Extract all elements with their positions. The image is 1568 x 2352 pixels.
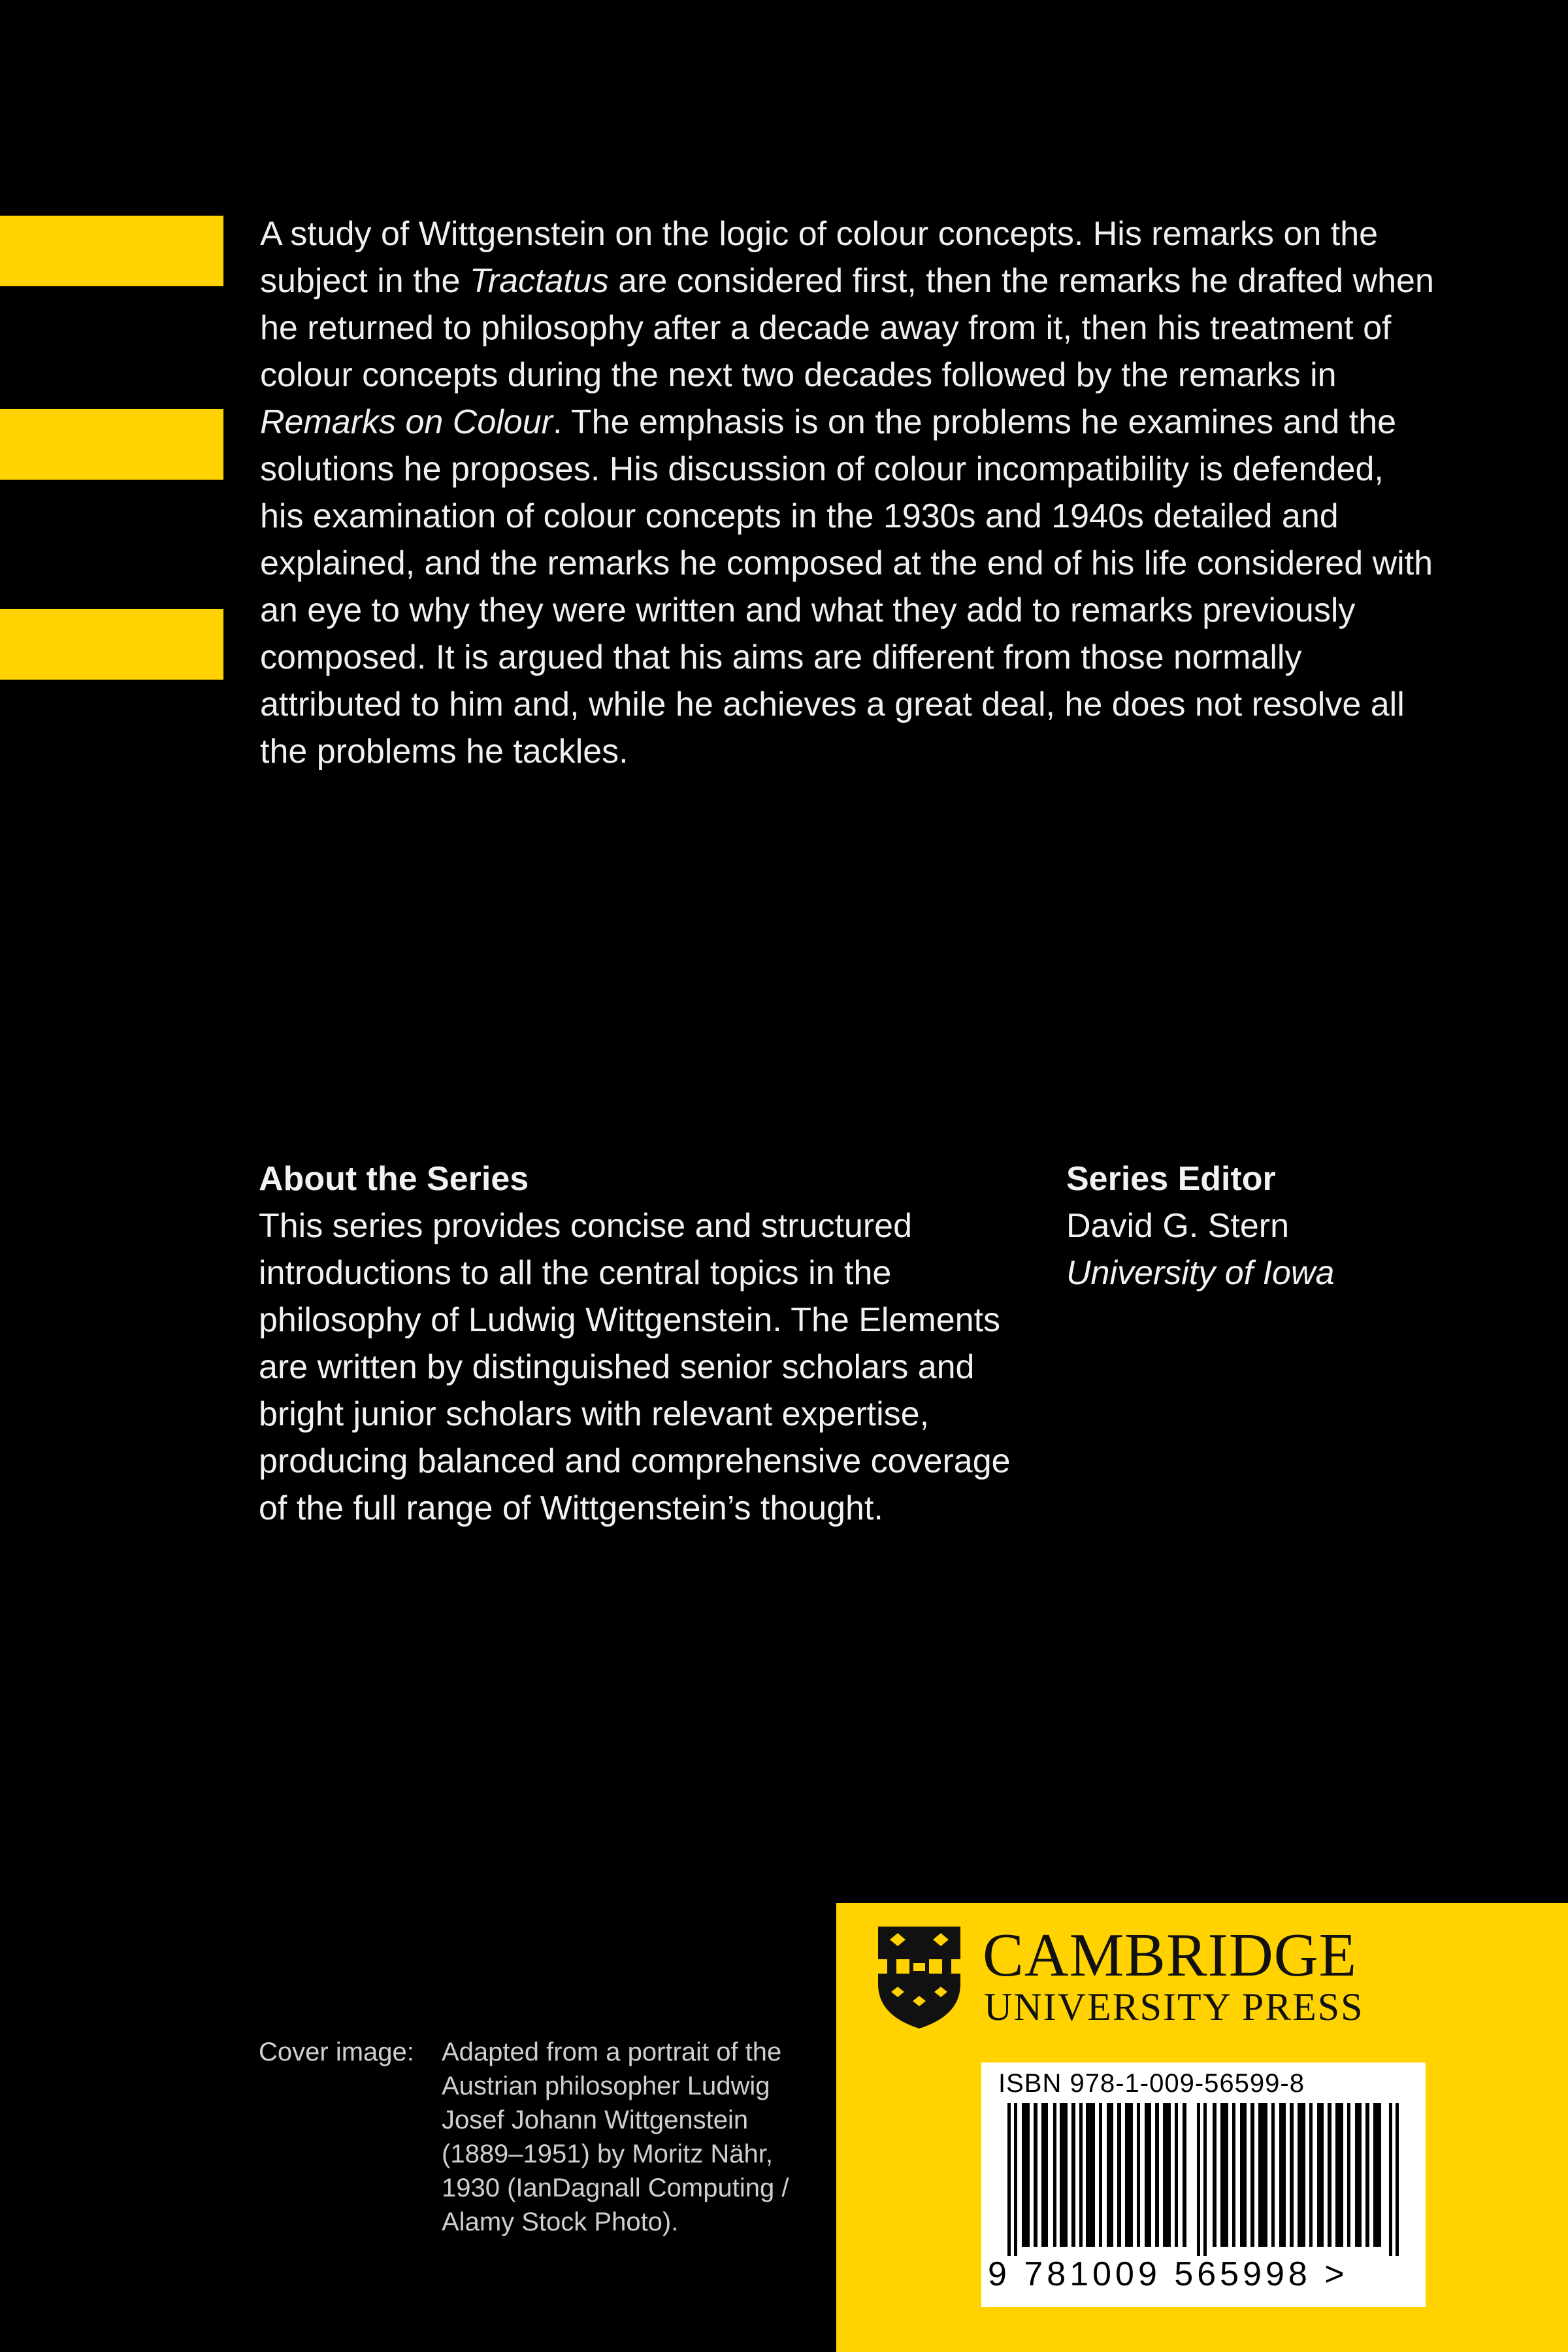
university-crest-icon xyxy=(875,1924,963,2031)
book-blurb: A study of Wittgenstein on the logic of colour concepts. His remarks on the subject in the Tractatus are considered first, then the remarks he drafted when he returned to philosophy after a decade away from it, then his treatment of colour concepts during the next two decades followed by the remarks in Remarks on Colour. The emphasis is on the problems he examines and the solutions he proposes. His discussion of colour incompatibility is defended, his examination of colour concepts in the 1930s and 1940s detailed and explained, and the remarks he composed at the end of his life considered with an eye to why they were written and what they add to remarks previously composed. It is argued that his aims are different from those normally attributed to him and, while he achieves a great deal, he does not resolve all the problems he tackles. xyxy=(260,215,1434,770)
cover-credit-text: Adapted from a portrait of the Austrian philosopher Ludwig Josef Johann Wittgenstein (1889–1951) by Moritz Nähr, 1930 (IanDagnall Computing / Alamy Stock Photo). xyxy=(442,2038,789,2236)
publisher-subtitle: UNIVERSITY PRESS xyxy=(984,1985,1364,2029)
publisher-name: CAMBRIDGE xyxy=(983,1921,1358,1989)
series-editor-name: David G. Stern xyxy=(1066,1207,1290,1245)
about-series-heading: About the Series xyxy=(259,1160,529,1198)
isbn-label: ISBN 978-1-009-56599-8 xyxy=(998,2069,1305,2098)
barcode-digits: 9 781009 565998 > xyxy=(988,2255,1348,2293)
about-series-section xyxy=(259,1155,1030,1532)
series-editor-heading: Series Editor xyxy=(1066,1160,1276,1198)
publisher-panel xyxy=(836,1903,1568,2352)
series-editor-section xyxy=(1066,1155,1524,1297)
accent-stripe xyxy=(0,216,223,286)
cover-credit-label: Cover image: xyxy=(259,2038,414,2066)
series-editor-affiliation: University of Iowa xyxy=(1066,1254,1335,1292)
accent-stripe xyxy=(0,409,223,480)
accent-stripe xyxy=(0,609,223,680)
about-series-text: This series provides concise and structured introductions to all the central topics in the philosophy of Ludwig Wittgenstein. The Elements are written by distinguished senior scholars and bright junior scholars with relevant expertise, producing balanced and comprehensive coverage of the full range of Wittgenstein’s thought. xyxy=(259,1207,1011,1527)
barcode-bars xyxy=(1007,2103,1399,2256)
isbn-barcode xyxy=(981,2062,1426,2307)
